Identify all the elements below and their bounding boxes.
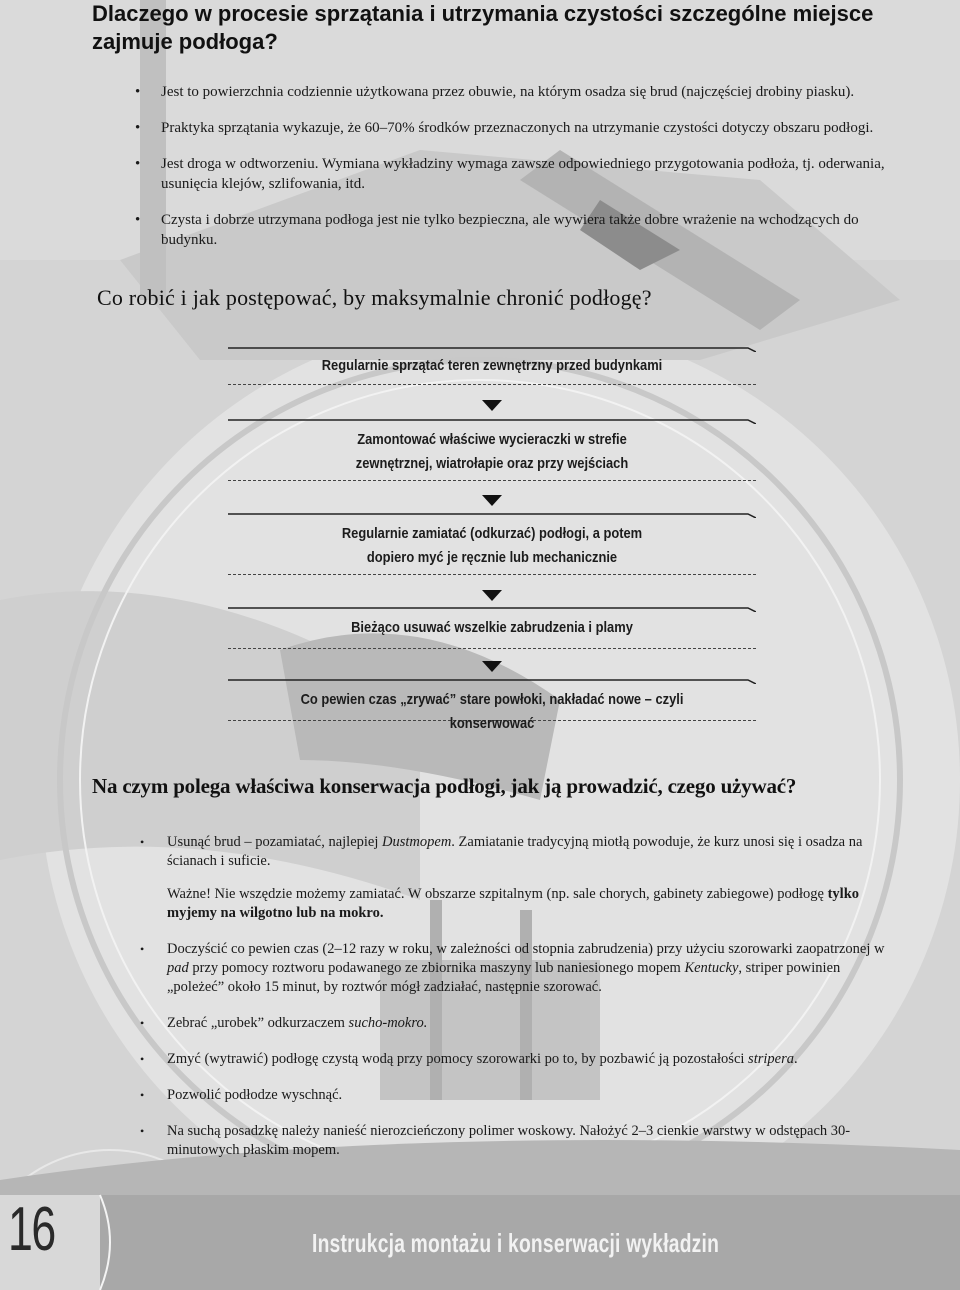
note-text: Ważne! Nie wszędzie możemy zamiatać. W obszarze szpitalnym (np. sale chorych, gabinety zabiegowe) podłogę tylko myjemy na wilgotno lub na mokro. bbox=[167, 886, 860, 921]
flow-step bbox=[228, 508, 756, 575]
list-item: • Zebrać „urobek” odkurzaczem sucho-mokro. bbox=[140, 1014, 900, 1033]
flow-step bbox=[228, 414, 756, 481]
flow-step-text: Regularnie sprzątać teren zewnętrzny przed budynkami bbox=[321, 357, 663, 374]
flow-step-text: Zamontować właściwe wycieraczki w strefie zewnętrznej, wiatrołapie oraz przy wejściach bbox=[355, 431, 629, 472]
section-heading-how-protect: Co robić i jak postępować, by maksymalnie chronić podłogę? bbox=[97, 285, 652, 310]
flow-step-text: Co pewien czas „zrywać” stare powłoki, nakładać nowe – czyli konserwować bbox=[300, 691, 684, 732]
flow-divider bbox=[228, 480, 756, 481]
section-heading-why-floor: Dlaczego w procesie sprzątania i utrzymania czystości szczególne miejsce zajmuje podłoga? bbox=[92, 1, 874, 54]
flow-divider bbox=[228, 384, 756, 385]
list-item: • Czysta i dobrze utrzymana podłoga jest nie tylko bezpieczna, ale wywiera także dobre wrażenie na wchodzących do budynku. bbox=[135, 210, 905, 250]
list-item: • Jest to powierzchnia codziennie użytkowana przez obuwie, na którym osadza się brud (najczęściej drobiny piasku). bbox=[135, 82, 905, 102]
flow-divider bbox=[228, 574, 756, 575]
down-arrow-icon bbox=[482, 495, 502, 506]
flow-step-text: Regularnie zamiatać (odkurzać) podłogi, a potem dopiero myć je ręcznie lub mechanicznie bbox=[341, 525, 643, 566]
flow-divider bbox=[228, 648, 756, 649]
list-item: • Zmyć (wytrawić) podłogę czystą wodą przy pomocy szorowarki po to, by pozbawić ją pozostałości stripera. bbox=[140, 1050, 900, 1069]
why-floor-list bbox=[135, 82, 905, 266]
footer-title: Instrukcja montażu i konserwacji wykładzin bbox=[312, 1228, 720, 1258]
flow-step bbox=[228, 602, 756, 649]
down-arrow-icon bbox=[482, 661, 502, 672]
list-item: • Praktyka sprzątania wykazuje, że 60–70% środków przeznaczonych na utrzymanie czystości dotyczy obszaru podłogi. bbox=[135, 118, 905, 138]
flow-step bbox=[228, 674, 756, 732]
flow-step bbox=[228, 342, 756, 385]
page-number: 16 bbox=[8, 1195, 55, 1264]
down-arrow-icon bbox=[482, 400, 502, 411]
list-item: • Usunąć brud – pozamiatać, najlepiej Dustmopem. Zamiatanie tradycyjną miotłą powoduje, że kurz unosi się i osadza na ścianach i suficie. Ważne! Nie wszędzie możemy zamiatać. W obszarze szpitalnym (np. sale chorych, gabinety zabiegowe) podłogę tylko myjemy na wilgotno lub na mokro. bbox=[140, 833, 900, 923]
list-item: • Na suchą posadzkę należy nanieść nierozcieńczony polimer woskowy. Nałożyć 2–3 cienkie warstwy w odstępach 30-minutowych płaskim mopem. bbox=[140, 1122, 900, 1160]
section-heading-maintenance: Na czym polega właściwa konserwacja podłogi, jak ją prowadzić, czego używać? bbox=[92, 774, 797, 798]
down-arrow-icon bbox=[482, 590, 502, 601]
list-item: • Pozwolić podłodze wyschnąć. bbox=[140, 1086, 900, 1105]
list-item: • Jest droga w odtworzeniu. Wymiana wykładziny wymaga zawsze odpowiedniego przygotowania podłoża, tj. oderwania, usunięcia klejów, szlifowania, itd. bbox=[135, 154, 905, 194]
list-item: • Doczyścić co pewien czas (2–12 razy w roku, w zależności od stopnia zabrudzenia) przy użyciu szorowarki zaopatrzonej w pad przy pomocy roztworu podawanego ze zbiornika maszyny lub naniesionego mopem Kentucky, striper powinien „poleżeć” około 15 minut, by roztwór mógł zadziałać, następnie szorować. bbox=[140, 940, 900, 997]
flow-step-text: Bieżąco usuwać wszelkie zabrudzenia i plamy bbox=[351, 619, 633, 636]
protection-flowchart bbox=[228, 342, 756, 732]
maintenance-list bbox=[140, 833, 900, 1177]
